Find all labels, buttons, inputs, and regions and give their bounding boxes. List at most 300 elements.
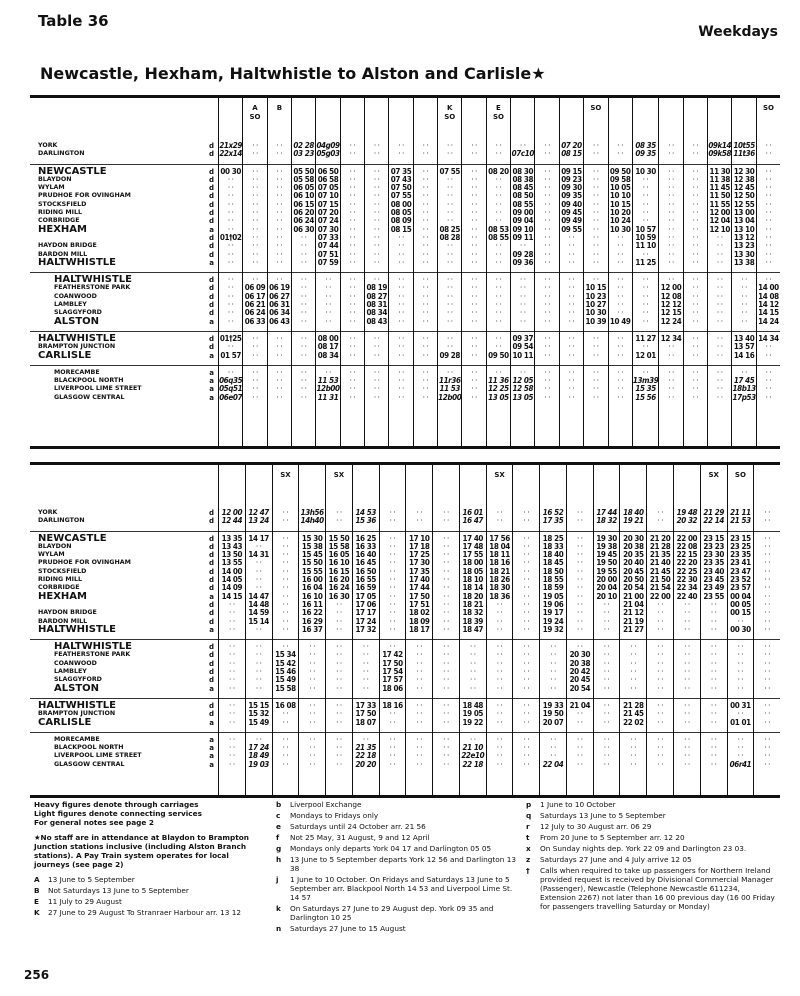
time-cell: 03 23 [293,149,314,159]
footnote-key: K [34,908,40,917]
time-cell: 21 28 [623,700,644,710]
time-cell: · · [496,608,503,618]
time-cell: · · [227,300,234,310]
time-cell: · · [716,249,723,259]
time-cell: · · [349,308,356,318]
time-cell: · · [422,216,429,226]
time-cell: 05q51 [219,384,243,394]
time-cell: 20 54 [623,583,644,593]
time-cell: 08 31 [366,300,387,310]
time-cell: · · [276,257,283,267]
row-separator [560,159,583,165]
time-cell: · · [398,300,404,310]
time-cell: · · [684,650,690,660]
time-cell: 16 30 [328,591,350,601]
time-cell: · · [398,257,404,267]
time-cell: · · [469,683,476,693]
time-cell: · · [577,550,583,560]
time-cell: · · [617,141,623,150]
row-separator [365,267,388,273]
time-cell: 07 20 [561,141,582,150]
time-cell: 23 45 [703,575,724,585]
time-cell: 12 25 [488,384,509,394]
time-cell: · · [544,300,550,310]
time-cell: · · [692,149,699,159]
time-cell: 23 30 [703,550,724,560]
time-cell: 18 06 [382,683,403,693]
time-cell: · · [603,743,610,753]
time-cell: 07 55 [439,166,461,176]
train-column [486,98,510,446]
arr-dep-marker: d [208,651,214,660]
time-cell: · · [568,300,575,310]
row-separator [433,693,459,699]
station-row [30,559,218,567]
train-column-header [684,98,707,142]
time-cell: 09 35 [635,149,656,159]
time-cell: · · [765,208,772,218]
time-cell: · · [227,275,234,285]
row-separator [406,727,432,733]
time-cell: · · [471,224,477,234]
footnote-key: B [34,886,40,895]
time-cell: · · [422,367,429,377]
time-cell: 21 35 [355,743,376,753]
time-cell: · · [389,599,396,609]
time-cell: · · [469,667,476,677]
train-column [486,465,513,795]
time-cell: · · [577,616,583,626]
row-separator [708,159,731,165]
time-cell: 19 03 [248,759,269,769]
station-name: GLASGOW CENTRAL [54,393,125,401]
column-code: SX [494,471,505,479]
time-cell: · · [764,550,771,560]
row-separator [462,267,485,273]
time-cell: · · [373,350,380,360]
arr-dep-marker: d [208,617,214,626]
time-cell: · · [446,257,453,267]
time-cell: 23 41 [730,558,751,568]
row-separator [30,326,218,332]
time-cell: 16 29 [301,616,323,626]
station-row [30,668,218,676]
time-cell: · · [336,516,342,526]
time-cell: 16 10 [301,591,323,601]
time-cell: · · [692,174,699,184]
time-cell: · · [227,367,234,377]
footnote-key: k [276,904,281,913]
row-separator [353,526,379,532]
time-cell: · · [657,667,663,677]
time-cell: · · [716,392,723,402]
arr-dep-marker: d [208,668,214,677]
row-separator [438,159,461,165]
time-cell: · · [764,709,771,719]
time-cell: · · [446,208,453,218]
time-cell: · · [443,583,449,593]
time-cell: · · [544,376,550,386]
time-cell: · · [657,675,663,685]
footnote-item [276,833,516,842]
arr-dep-marker: d [208,217,214,226]
arr-dep-marker: d [208,209,214,218]
time-cell: 13 50 [221,550,243,560]
time-cell: 12b00 [316,384,340,394]
time-cell: 23 23 [703,541,724,551]
time-cell: · · [496,650,503,660]
time-cell: · · [523,566,530,576]
arr-dep-marker: d [208,233,214,242]
time-cell: 23 40 [703,566,724,576]
time-cell: · · [495,333,502,343]
footnote-key: † [526,866,530,875]
footnote-text: Saturdays 13 June to 5 September [540,811,666,820]
time-cell: · · [668,376,674,386]
time-cell: · · [692,183,699,193]
time-cell: · · [593,183,599,193]
row-separator [633,326,659,332]
row-separator [380,634,406,640]
time-cell: 01 57 [220,350,241,360]
footnote-key: x [526,844,531,853]
time-cell: · · [765,199,772,209]
row-separator [513,526,539,532]
time-cell: 19 05 [542,591,564,601]
time-cell: · · [764,683,771,693]
time-cell: · · [568,291,575,301]
footnote-item [526,833,776,842]
time-cell: 18 05 [462,566,484,576]
time-cell: · · [657,624,663,634]
time-cell: 17 35 [408,566,430,576]
arr-dep-marker: a [209,385,214,394]
time-cell: · · [300,367,307,377]
time-cell: 11 53 [439,384,461,394]
time-cell: · · [642,367,649,377]
time-cell: · · [443,566,449,576]
time-cell: · · [309,734,315,744]
time-cell: · · [523,717,530,727]
row-separator [268,159,291,165]
time-cell: · · [282,533,289,543]
train-column-header [219,465,245,509]
time-cell: · · [389,709,396,719]
time-cell: 06 43 [269,316,290,326]
time-cell: · · [336,667,342,677]
train-column-header [326,465,352,509]
time-cell: · · [630,650,637,660]
time-cell: · · [252,367,258,377]
time-cell: · · [325,275,331,285]
general-note-line: Heavy figures denote through carriages [34,800,199,809]
timetable-upper [30,95,780,449]
time-cell: 22 00 [676,533,698,543]
time-cell: · · [577,599,583,609]
time-cell: · · [416,658,423,668]
footnote-key: h [276,855,282,864]
time-cell: · · [710,709,717,719]
time-cell: · · [523,541,530,551]
time-cell: · · [657,700,663,710]
arr-dep-marker: d [208,309,214,318]
time-cell: · · [544,350,550,360]
time-cell: · · [603,599,610,609]
time-cell: · · [416,642,423,652]
time-cell: · · [229,734,235,744]
time-cell: · · [443,658,449,668]
time-cell: 17 17 [355,608,376,618]
time-cell: · · [550,751,556,761]
time-cell: · · [692,367,699,377]
row-separator [438,360,461,366]
time-cell: · · [227,174,234,184]
row-separator [243,267,266,273]
time-cell: 22 15 [676,550,698,560]
row-separator [30,634,218,640]
time-cell: · · [765,367,772,377]
time-cell: · · [765,275,772,285]
time-cell: 21 19 [623,616,644,626]
footnote-item [34,875,264,884]
time-cell: 18 07 [355,717,376,727]
time-cell: 01†25 [219,333,242,343]
train-column [413,98,437,446]
time-cell: 20 00 [596,575,617,585]
time-cell: · · [416,650,423,660]
train-column-header [389,98,412,142]
train-column-header [754,465,780,509]
row-separator [292,267,315,273]
row-separator [30,159,218,165]
time-cell: · · [229,751,235,761]
time-cell: · · [422,249,429,259]
row-separator [273,634,299,640]
footnote-key: p [526,800,532,809]
time-cell: · · [544,367,550,377]
station-name: ALSTON [54,315,100,327]
time-cell: 18 02 [408,608,430,618]
time-cell: · · [617,367,623,377]
time-cell: · · [692,241,699,251]
arr-dep-marker: a [209,718,214,727]
row-separator [292,326,315,332]
time-cell: 08 30 [512,166,534,176]
row-separator [659,326,682,332]
row-separator [380,693,406,699]
station-name: WYLAM [38,551,65,559]
time-cell: · · [325,291,331,301]
arr-dep-marker: d [208,567,214,576]
row-separator [414,267,437,273]
time-cell: · · [349,199,356,209]
time-cell: · · [422,333,429,343]
row-separator [754,634,780,640]
time-cell: · · [276,241,283,251]
row-separator [353,727,379,733]
station-name: NEWCASTLE [38,165,107,177]
train-column [388,98,412,446]
time-cell: · · [710,624,717,634]
time-cell: · · [422,232,429,242]
time-cell: 01 01 [730,717,751,727]
time-cell: · · [282,734,289,744]
arr-dep-marker: d [208,142,214,150]
row-separator [647,634,673,640]
time-cell: · · [603,608,610,618]
row-separator [292,360,315,366]
time-cell: · · [692,199,699,209]
time-cell: 21 12 [623,608,644,618]
time-cell: · · [443,751,449,761]
time-cell: 09 30 [561,183,582,193]
time-cell: 09 10 [512,224,534,234]
time-cell: 16 08 [275,700,296,710]
time-cell: · · [325,308,331,318]
time-cell: 22 00 [649,591,671,601]
time-cell: 14 17 [248,533,269,543]
arr-dep-marker: a [209,368,214,377]
time-cell: 11 53 [317,376,339,386]
time-cell: · · [684,624,690,634]
footnote-key: n [276,924,282,933]
row-separator [708,360,731,366]
time-cell: · · [373,241,380,251]
time-cell: 18 00 [462,558,484,568]
time-cell: · · [737,709,744,719]
time-cell: 13 57 [733,342,755,352]
time-cell: 15 36 [355,516,376,526]
time-cell: · · [471,216,477,226]
time-cell: · · [276,149,283,159]
station-name: LIVERPOOL LIME STREET [54,385,142,393]
time-cell: 18 33 [542,541,564,551]
station-row [30,184,218,192]
time-cell: 18 49 [248,751,269,761]
arr-dep-marker: d [208,276,214,285]
time-cell: · · [684,667,690,677]
time-cell: · · [544,241,550,251]
time-cell: 07 05 [317,183,339,193]
train-column-header [460,465,486,509]
time-cell: · · [282,717,289,727]
time-cell: · · [684,658,690,668]
arr-dep-marker: a [209,684,214,693]
time-cell: · · [443,558,449,568]
time-cell: · · [568,249,575,259]
row-separator [341,360,364,366]
timetable-lower [30,462,780,798]
time-cell: · · [603,751,610,761]
time-cell: 12 38 [733,174,755,184]
time-cell: · · [593,149,599,159]
row-separator [511,267,534,273]
time-cell: 23 35 [730,550,751,560]
time-cell: 19 48 [676,508,698,517]
time-cell: · · [765,166,772,176]
time-cell: 05g03 [316,149,340,159]
time-cell: · · [710,700,717,710]
time-cell: · · [710,616,717,626]
time-cell: · · [495,174,502,184]
time-cell: · · [710,642,717,652]
row-separator [594,727,620,733]
time-cell: · · [229,743,235,753]
train-column [379,465,406,795]
row-separator [460,634,486,640]
time-cell: · · [227,257,234,267]
train-column-header [540,465,566,509]
time-cell: · · [642,216,649,226]
time-cell: · · [276,275,283,285]
time-cell: · · [710,683,717,693]
time-cell: · · [657,599,663,609]
time-cell: · · [255,583,262,593]
time-cell: · · [389,743,396,753]
time-cell: · · [495,300,502,310]
time-cell: · · [469,650,476,660]
train-column [437,98,461,446]
time-cell: 16 04 [301,583,323,593]
time-cell: · · [668,257,674,267]
time-cell: · · [668,392,674,402]
time-cell: · · [668,166,674,176]
time-cell: 10 30 [609,224,631,234]
time-cell: · · [765,183,772,193]
time-cell: · · [642,174,649,184]
row-separator [406,526,432,532]
time-cell: · · [389,759,396,769]
time-cell: · · [389,624,396,634]
time-cell: · · [336,616,342,626]
row-separator [243,159,266,165]
row-separator [584,360,607,366]
station-row [30,532,218,544]
time-cell: 19 32 [542,624,564,634]
time-cell: · · [692,191,699,201]
time-cell: · · [684,734,690,744]
time-cell: · · [765,342,772,352]
footnote-key: r [526,822,530,831]
train-column-header [433,465,459,509]
time-cell: · · [349,208,356,218]
time-cell: 10 15 [609,199,631,209]
time-cell: 09 35 [561,191,582,201]
time-cell: · · [692,283,699,293]
time-cell: · · [422,257,429,267]
time-cell: · · [657,734,663,744]
station-name: MORECAMBE [54,368,100,376]
time-cell: · · [617,350,623,360]
time-cell: 20 10 [596,591,617,601]
time-cell: · · [692,208,699,218]
time-cell: 21 10 [462,743,484,753]
time-cell: · · [716,367,723,377]
time-cell: · · [668,249,674,259]
row-separator [380,526,406,532]
row-separator [728,727,754,733]
time-cell: · · [692,333,699,343]
row-separator [299,634,325,640]
time-cell: · · [630,751,637,761]
station-name: BLACKPOOL NORTH [54,377,124,385]
row-separator [487,526,513,532]
time-cell: 18 04 [489,541,510,551]
time-cell: · · [252,333,258,343]
time-cell: · · [252,208,258,218]
row-separator [535,326,558,332]
time-cell: · · [389,616,396,626]
